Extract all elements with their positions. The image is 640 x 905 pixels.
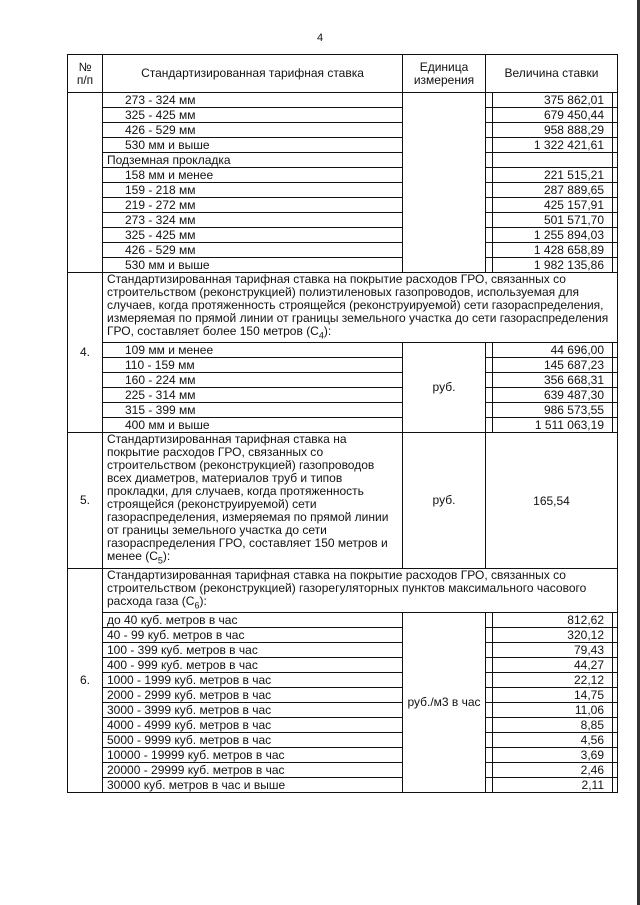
rate-item-value-cell bbox=[486, 183, 618, 198]
table-row bbox=[68, 153, 618, 168]
rate-item-value: 14,75 bbox=[492, 688, 613, 702]
rate-item-name: 109 мм и менее bbox=[103, 343, 403, 358]
rate-item-value: 679 450,44 bbox=[492, 108, 613, 122]
rate-item-name: до 40 куб. метров в час bbox=[103, 613, 403, 628]
rate-item-name: 315 - 399 мм bbox=[103, 403, 403, 418]
rate-item-value: 1 322 421,61 bbox=[492, 138, 613, 152]
rate-item-value: 145 687,23 bbox=[492, 358, 613, 372]
rate-item-value: 44,27 bbox=[492, 658, 613, 672]
rate-item-value-cell bbox=[486, 138, 618, 153]
row-number-cell bbox=[68, 93, 103, 273]
rate-item-value-cell bbox=[486, 358, 618, 373]
table-row bbox=[68, 108, 618, 123]
table-row bbox=[68, 123, 618, 138]
rate-item-name: 426 - 529 мм bbox=[103, 123, 403, 138]
section-description: Стандартизированная тарифная ставка на покрытие расходов ГРО, связанных со строительством (реконструкцией) полиэтиленовых газопроводов, используемая для случаев, когда протяженность строящейся (реконструируемой) сети газораспределения, измеряемая по прямой линии от границы земельного участка до сети газораспределения ГРО, составляет более 150 метров $(С_4)$: bbox=[103, 273, 618, 343]
rate-item-name: 273 - 324 мм bbox=[103, 93, 403, 108]
rate-item-value-cell bbox=[486, 658, 618, 673]
rate-item-value: 2,46 bbox=[492, 763, 613, 777]
rate-item-value-cell bbox=[486, 108, 618, 123]
table-row bbox=[68, 258, 618, 273]
rate-item-value: 165,54 bbox=[533, 493, 570, 508]
table-row bbox=[68, 358, 618, 373]
section-description: Стандартизированная тарифная ставка на покрытие расходов ГРО, связанных со строительством (реконструкцией) газорегуляторных пунктов максимального часового расхода газа $(С_6)$: bbox=[103, 568, 618, 612]
rate-item-value-cell bbox=[486, 688, 618, 703]
rate-item-value: 812,62 bbox=[492, 613, 613, 627]
section-number: 4. bbox=[68, 273, 103, 433]
rate-item-value-cell bbox=[486, 748, 618, 763]
section-number: 5. bbox=[68, 433, 103, 568]
table-row bbox=[68, 703, 618, 718]
tariff-table bbox=[67, 54, 618, 793]
rate-item-value-cell bbox=[486, 718, 618, 733]
table-row bbox=[68, 733, 618, 748]
rate-item-value: 639 487,30 bbox=[492, 388, 613, 402]
rate-item-value-cell bbox=[486, 153, 618, 168]
rate-item-value: 2,11 bbox=[492, 778, 613, 792]
rate-item-name: 325 - 425 мм bbox=[103, 108, 403, 123]
table-row bbox=[68, 373, 618, 388]
rate-item-value: 11,06 bbox=[492, 703, 613, 717]
rate-item-name: 1000 - 1999 куб. метров в час bbox=[103, 673, 403, 688]
header-value: Величина ставки bbox=[486, 55, 618, 93]
table-row bbox=[68, 628, 618, 643]
table-row bbox=[68, 658, 618, 673]
rate-item-value-cell bbox=[486, 763, 618, 778]
rate-item-name: 400 - 999 куб. метров в час bbox=[103, 658, 403, 673]
rate-item-name: 159 - 218 мм bbox=[103, 183, 403, 198]
rate-item-value-cell bbox=[486, 168, 618, 183]
table-row bbox=[68, 763, 618, 778]
header-rate: Стандартизированная тарифная ставка bbox=[103, 55, 403, 93]
rate-item-value: 1 428 658,89 bbox=[492, 243, 613, 257]
rate-item-name: 219 - 272 мм bbox=[103, 198, 403, 213]
table-row bbox=[68, 213, 618, 228]
section-description: Стандартизированная тарифная ставка на покрытие расходов ГРО, связанных со строительством (реконструкцией) газопроводов всех диаметров, материалов труб и типов прокладки, для случаев, когда протяженность строящейся (реконструируемой) сети газораспределения, измеряемая по прямой линии от границы земельного участка до сети газораспределения ГРО, составляет 150 метров и менее $(С_5)$: bbox=[103, 433, 403, 568]
section-row bbox=[68, 433, 618, 568]
rate-item-value-cell bbox=[486, 628, 618, 643]
rate-item-value-cell bbox=[486, 258, 618, 273]
rate-item-value-cell bbox=[486, 733, 618, 748]
table-row bbox=[68, 388, 618, 403]
rate-item-name: 4000 - 4999 куб. метров в час bbox=[103, 718, 403, 733]
rate-item-value-cell bbox=[486, 388, 618, 403]
rate-item-name: 400 мм и выше bbox=[103, 418, 403, 433]
unit-cell: руб. bbox=[403, 433, 486, 568]
rate-item-value-cell bbox=[486, 433, 618, 568]
rate-item-value: 1 511 063,19 bbox=[492, 418, 613, 432]
rate-item-value: 1 255 894,03 bbox=[492, 228, 613, 242]
rate-item-name: 40 - 99 куб. метров в час bbox=[103, 628, 403, 643]
rate-item-name: 325 - 425 мм bbox=[103, 228, 403, 243]
rate-item-name: 10000 - 19999 куб. метров в час bbox=[103, 748, 403, 763]
table-row bbox=[68, 403, 618, 418]
rate-item-value-cell bbox=[486, 93, 618, 108]
underground-label: Подземная прокладка bbox=[103, 153, 403, 168]
rate-item-name: 110 - 159 мм bbox=[103, 358, 403, 373]
rate-item-value-cell bbox=[486, 343, 618, 358]
unit-cell bbox=[403, 93, 486, 273]
table-row bbox=[68, 168, 618, 183]
table-row bbox=[68, 673, 618, 688]
rate-item-value: 425 157,91 bbox=[492, 198, 613, 212]
rate-item-value-cell bbox=[486, 213, 618, 228]
table-row bbox=[68, 198, 618, 213]
header-unit: Единица измерения bbox=[403, 55, 486, 93]
section-header-row bbox=[68, 568, 618, 612]
rate-item-name: 225 - 314 мм bbox=[103, 388, 403, 403]
header-num: № п/п bbox=[68, 55, 103, 93]
empty-value bbox=[492, 153, 613, 167]
rate-item-value: 986 573,55 bbox=[492, 403, 613, 417]
rate-item-name: 158 мм и менее bbox=[103, 168, 403, 183]
rate-item-name: 3000 - 3999 куб. метров в час bbox=[103, 703, 403, 718]
rate-item-value: 1 982 135,86 bbox=[492, 258, 613, 272]
table-header-row bbox=[68, 55, 618, 93]
table-row bbox=[68, 718, 618, 733]
table-row bbox=[68, 343, 618, 358]
rate-item-name: 100 - 399 куб. метров в час bbox=[103, 643, 403, 658]
table-row bbox=[68, 93, 618, 108]
table-row bbox=[68, 228, 618, 243]
rate-item-value: 8,85 bbox=[492, 718, 613, 732]
section-header-row bbox=[68, 273, 618, 343]
unit-cell: руб. bbox=[403, 343, 486, 433]
rate-item-name: 5000 - 9999 куб. метров в час bbox=[103, 733, 403, 748]
rate-item-value-cell bbox=[486, 643, 618, 658]
rate-item-value-cell bbox=[486, 418, 618, 433]
rate-item-value: 22,12 bbox=[492, 673, 613, 687]
rate-item-value: 221 515,21 bbox=[492, 168, 613, 182]
page-number: 4 bbox=[316, 32, 324, 44]
rate-item-value-cell bbox=[486, 373, 618, 388]
table-row bbox=[68, 183, 618, 198]
rate-item-value-cell bbox=[486, 403, 618, 418]
rate-item-value: 4,56 bbox=[492, 733, 613, 747]
rate-item-value-cell bbox=[486, 703, 618, 718]
rate-item-value-cell bbox=[486, 673, 618, 688]
rate-item-name: 273 - 324 мм bbox=[103, 213, 403, 228]
table-row bbox=[68, 243, 618, 258]
rate-item-name: 530 мм и выше bbox=[103, 258, 403, 273]
rate-item-name: 160 - 224 мм bbox=[103, 373, 403, 388]
table-row bbox=[68, 778, 618, 793]
rate-item-name: 30000 куб. метров в час и выше bbox=[103, 778, 403, 793]
rate-item-value: 79,43 bbox=[492, 643, 613, 657]
rate-item-value: 375 862,01 bbox=[492, 93, 613, 107]
rate-item-value: 3,69 bbox=[492, 748, 613, 762]
unit-cell: руб./м3 в час bbox=[403, 613, 486, 793]
rate-item-value: 44 696,00 bbox=[492, 343, 613, 357]
table-row bbox=[68, 418, 618, 433]
table-row bbox=[68, 748, 618, 763]
rate-item-value: 356 668,31 bbox=[492, 373, 613, 387]
rate-item-name: 2000 - 2999 куб. метров в час bbox=[103, 688, 403, 703]
table-row bbox=[68, 613, 618, 628]
rate-item-value-cell bbox=[486, 778, 618, 793]
rate-item-value: 958 888,29 bbox=[492, 123, 613, 137]
rate-item-value-cell bbox=[486, 228, 618, 243]
rate-item-name: 426 - 529 мм bbox=[103, 243, 403, 258]
rate-item-name: 530 мм и выше bbox=[103, 138, 403, 153]
rate-item-value-cell bbox=[486, 198, 618, 213]
table-row bbox=[68, 138, 618, 153]
rate-item-value-cell bbox=[486, 123, 618, 138]
table-row bbox=[68, 688, 618, 703]
rate-item-name: 20000 - 29999 куб. метров в час bbox=[103, 763, 403, 778]
table-row bbox=[68, 643, 618, 658]
rate-item-value: 501 571,70 bbox=[492, 213, 613, 227]
rate-item-value: 287 889,65 bbox=[492, 183, 613, 197]
rate-item-value: 320,12 bbox=[492, 628, 613, 642]
section-number: 6. bbox=[68, 568, 103, 792]
rate-item-value-cell bbox=[486, 243, 618, 258]
rate-item-value-cell bbox=[486, 613, 618, 628]
